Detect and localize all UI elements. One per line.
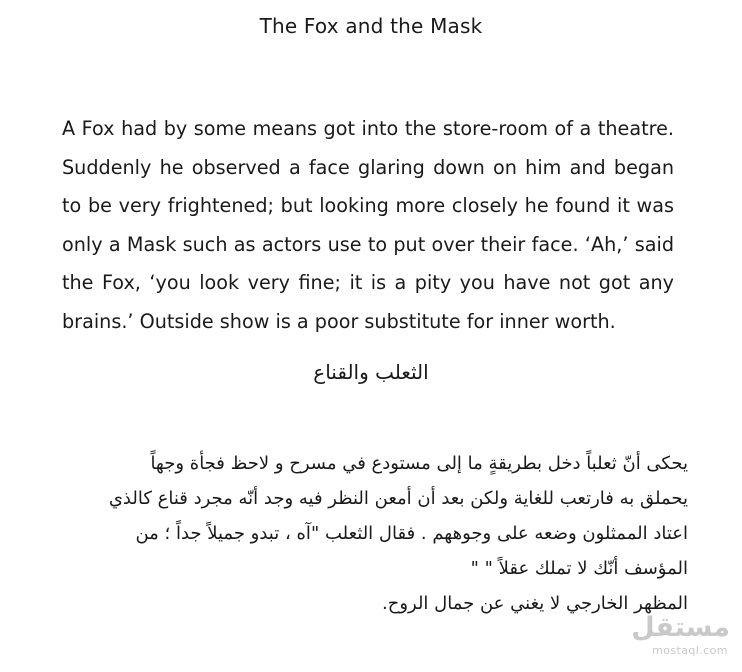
arabic-line: المؤسف أنّك لا تملك عقلاً " ": [470, 558, 688, 579]
english-story-text: A Fox had by some means got into the store-room of a theatre. Suddenly he observed a face glaring down on him and began to be very frightened; but looking more closely he found it was only a Mask such as actors use to put over their face. ‘Ah,’ said the Fox, ‘you look very fine; it is a pity you have not got any brains.’ Outside show is a poor substitute for inner worth.: [62, 117, 674, 333]
arabic-line: المظهر الخارجي لا يغني عن جمال الروح.: [381, 593, 688, 614]
arabic-story-text: [58, 446, 688, 621]
arabic-line: اعتاد الممثلون وضعه على وجوههم . فقال الثعلب "آه ، تبدو جميلاً جداً ؛ من: [135, 523, 688, 544]
arabic-line: يحكى أنّ ثعلباً دخل بطريقةٍ ما إلى مستودع في مسرح و لاحظ فجأة وجهاً: [150, 453, 688, 474]
watermark-url: mostaql.com: [652, 644, 728, 657]
watermark-logo: مستقل: [631, 612, 730, 643]
arabic-title: الثعلب والقناع: [313, 360, 429, 384]
mostaql-watermark: [631, 612, 730, 657]
arabic-line: يحملق به فارتعب للغاية ولكن بعد أن أمعن النظر فيه وجد أنّه مجرد قناع كالذي: [108, 488, 688, 509]
english-title: The Fox and the Mask: [259, 14, 483, 38]
